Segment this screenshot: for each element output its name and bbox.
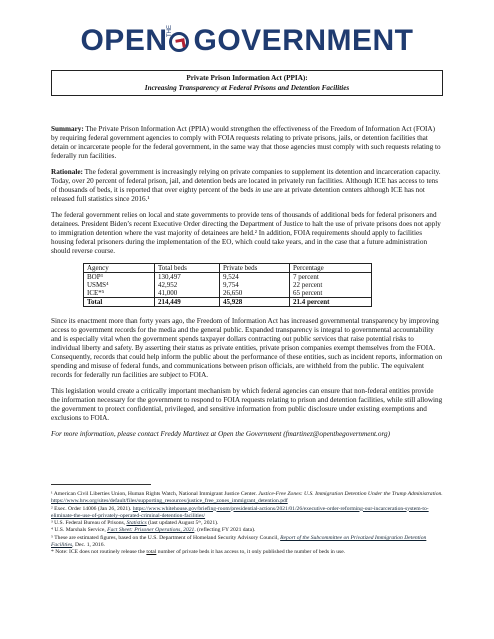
rationale-lead: Rationale: — [51, 168, 83, 176]
agency-usms: USMS⁴ — [87, 281, 109, 289]
footnote-note-emphasis: total — [146, 549, 157, 556]
usms-total-beds: 42,952 — [158, 281, 178, 289]
logo-emblem-icon — [166, 25, 194, 57]
rationale-paragraph — [51, 168, 443, 204]
footnote-2 — [51, 506, 443, 521]
table-row — [84, 273, 372, 298]
table-header-cell: Total beds — [155, 264, 220, 273]
ice-percentage: 65 percent — [293, 289, 323, 297]
bop-total-beds: 130,497 — [158, 273, 181, 281]
footnote-5-link[interactable]: Report of the Subcommittee on Privatized Immigration Detention Facilities — [51, 534, 427, 549]
total-beds: 214,449 — [155, 298, 220, 307]
bop-percentage: 7 percent — [293, 273, 319, 281]
local-state-paragraph: The federal government relies on local and state governments to provide tens of thousands of additional beds for federal prisoners and detainees. President Biden’s recent Executive Order directing the Department of Justice to halt the use of private prisons does not apply to immigration detention where the vast majority of detainees are held.² In addition, FOIA requirements should apply to facilities housing federal prisoners during the implementation of the EO, which could take years, and in the case that a future administration should reverse course. — [51, 211, 441, 255]
ice-private-beds: 26,650 — [223, 289, 243, 297]
footnote-5-suffix: , Dec. 1, 2016. — [72, 542, 105, 549]
usms-private-beds: 9,754 — [223, 281, 239, 289]
footnote-4-link[interactable]: Fact Sheet: Prisoner Operations, 2021 — [107, 527, 195, 534]
total-label: Total — [84, 298, 155, 307]
logo-text-government: GOVERNMENT — [193, 24, 414, 57]
document-subtitle: Increasing Transparency at Federal Prisons and Detention Facilities — [144, 84, 350, 92]
document-body — [51, 125, 443, 446]
footnote-1-text: ¹ American Civil Liberties Union, Human Rights Watch, National Immigrant Justice Center. — [51, 491, 259, 497]
footnote-5-text: ⁵ These are estimated figures, based on the U.S. Department of Homeland Security Advisory Council, — [51, 534, 281, 541]
table-cell-agencies — [84, 273, 155, 298]
summary-text: The Private Prison Information Act (PPIA) would strengthen the effectiveness of the Freedom of Information Act (FOIA) by requiring federal government agencies to comply with FOIA requests relating to private prisons, jails, or detention facilities that detain or incarcerate people for the federal government, in the same way that those agencies must comply with such requests relating to federally run facilities. — [51, 125, 441, 160]
footnotes — [51, 491, 443, 557]
footnote-4 — [51, 527, 443, 534]
table-header-row — [84, 264, 372, 273]
table-cell-private-beds — [220, 273, 290, 298]
ice-total-beds: 41,000 — [158, 289, 178, 297]
footnote-2-text: ² Exec. Order 14006 (Jan 26, 2021). — [51, 505, 133, 512]
document-title-box — [51, 70, 443, 96]
footnote-3-text: ³ U.S. Federal Bureau of Prisons, — [51, 520, 127, 527]
footnote-3-link[interactable]: Statistics — [126, 520, 147, 527]
table-cell-total-beds — [155, 273, 220, 298]
table-header-cell: Agency — [84, 264, 155, 273]
footnote-2-link[interactable]: https://www.whitehouse.gov/briefing-room/presidential-actions/2021/01/26/executive-order-reforming-our-incarceration-system-to-eliminate-the-use-of-privately-operated-criminal-detention-facilities/ — [51, 505, 429, 519]
footnote-3-suffix: (last updated August 5ᵗʰ, 2021). — [146, 520, 219, 527]
summary-lead: Summary: — [51, 125, 84, 133]
logo-text-the: THE — [166, 25, 173, 38]
contact-line: For more information, please contact Freddy Martinez at Open the Government (fmartinez@openthegovernment.org) — [51, 430, 390, 438]
table-header-cell: Percentage — [290, 264, 372, 273]
table-cell-percentage — [290, 273, 372, 298]
footnote-note-text: * Note: ICE does not routinely release the — [51, 549, 147, 556]
total-percentage: 21.4 percent — [290, 298, 372, 307]
footnote-note — [51, 549, 443, 556]
agency-bop: BOP³ — [87, 273, 103, 281]
rationale-text-b: are at private detention centers although ICE has not released full statistics since 2016.¹ — [51, 186, 425, 203]
open-the-government-logo — [0, 24, 494, 58]
legislation-paragraph: This legislation would create a critically important mechanism by which federal agencies can ensure that non-federal entities provide the information necessary for the government to respond to FOIA requests relating to prison and detention facilities, while still allowing the government to protect confidential, privileged, and sensitive information from public disclosure under existing exemptions and exclusions to FOIA. — [51, 387, 443, 422]
footnote-1 — [51, 491, 443, 506]
footnote-note-suffix: number of private beds it has access to, it only published the number of beds in use. — [156, 549, 346, 556]
document-title: Private Prison Information Act (PPIA): — [186, 74, 308, 82]
usms-percentage: 22 percent — [293, 281, 323, 289]
footnote-1-title: Justice-Free Zones: U.S. Immigration Detention Under the Trump Administration. — [258, 491, 443, 497]
table-total-row — [84, 298, 372, 307]
total-private-beds: 45,928 — [220, 298, 290, 307]
summary-paragraph — [51, 125, 443, 161]
private-beds-table — [83, 263, 372, 307]
agency-ice: ICE*⁵ — [87, 289, 105, 297]
rationale-text-a: The federal government is increasingly relying on private companies to supplement its detention and incarceration capacity. Today, over 20 percent of federal prison, jail, and detention beds are located in privately run facilities. Although ICE has access to tens of thousands of beds, it is reported that over eighty percent of the beds — [51, 168, 441, 194]
footnote-1-link[interactable]: https://www.hrw.org/sites/default/files/supporting_resources/justice_free_zones_immigrant_detention.pdf — [51, 498, 288, 505]
foia-history-paragraph: Since its enactment more than forty years ago, the Freedom of Information Act has increased governmental transparency by improving access to government records for the media and the general public. Expanded transparency is integral to governmental accountability and is especially vital when the government spends taxpayer dollars contracting out public services that raise potential risks to individual liberty and safety. By asserting their status as private entities, private prison companies exempt themselves from the FOIA. Consequently, records that could help inform the public about the performance of these entities, such as incident reports, information on spending and misuse of federal funds, and communications between prison officials, are withheld from the public. The equivalent records for federally run facilities are subject to FOIA. — [51, 317, 443, 379]
footnote-5 — [51, 535, 443, 550]
bop-private-beds: 9,524 — [223, 273, 239, 281]
table-header-cell: Private beds — [220, 264, 290, 273]
footnote-4-text: ⁴ U.S. Marshals Service, — [51, 527, 108, 534]
footnote-divider — [51, 484, 151, 485]
rationale-emphasis: in use — [255, 186, 273, 194]
logo-text-open: OPEN — [80, 24, 168, 57]
footnote-4-suffix: . (reflecting FY 2021 data). — [194, 527, 256, 534]
